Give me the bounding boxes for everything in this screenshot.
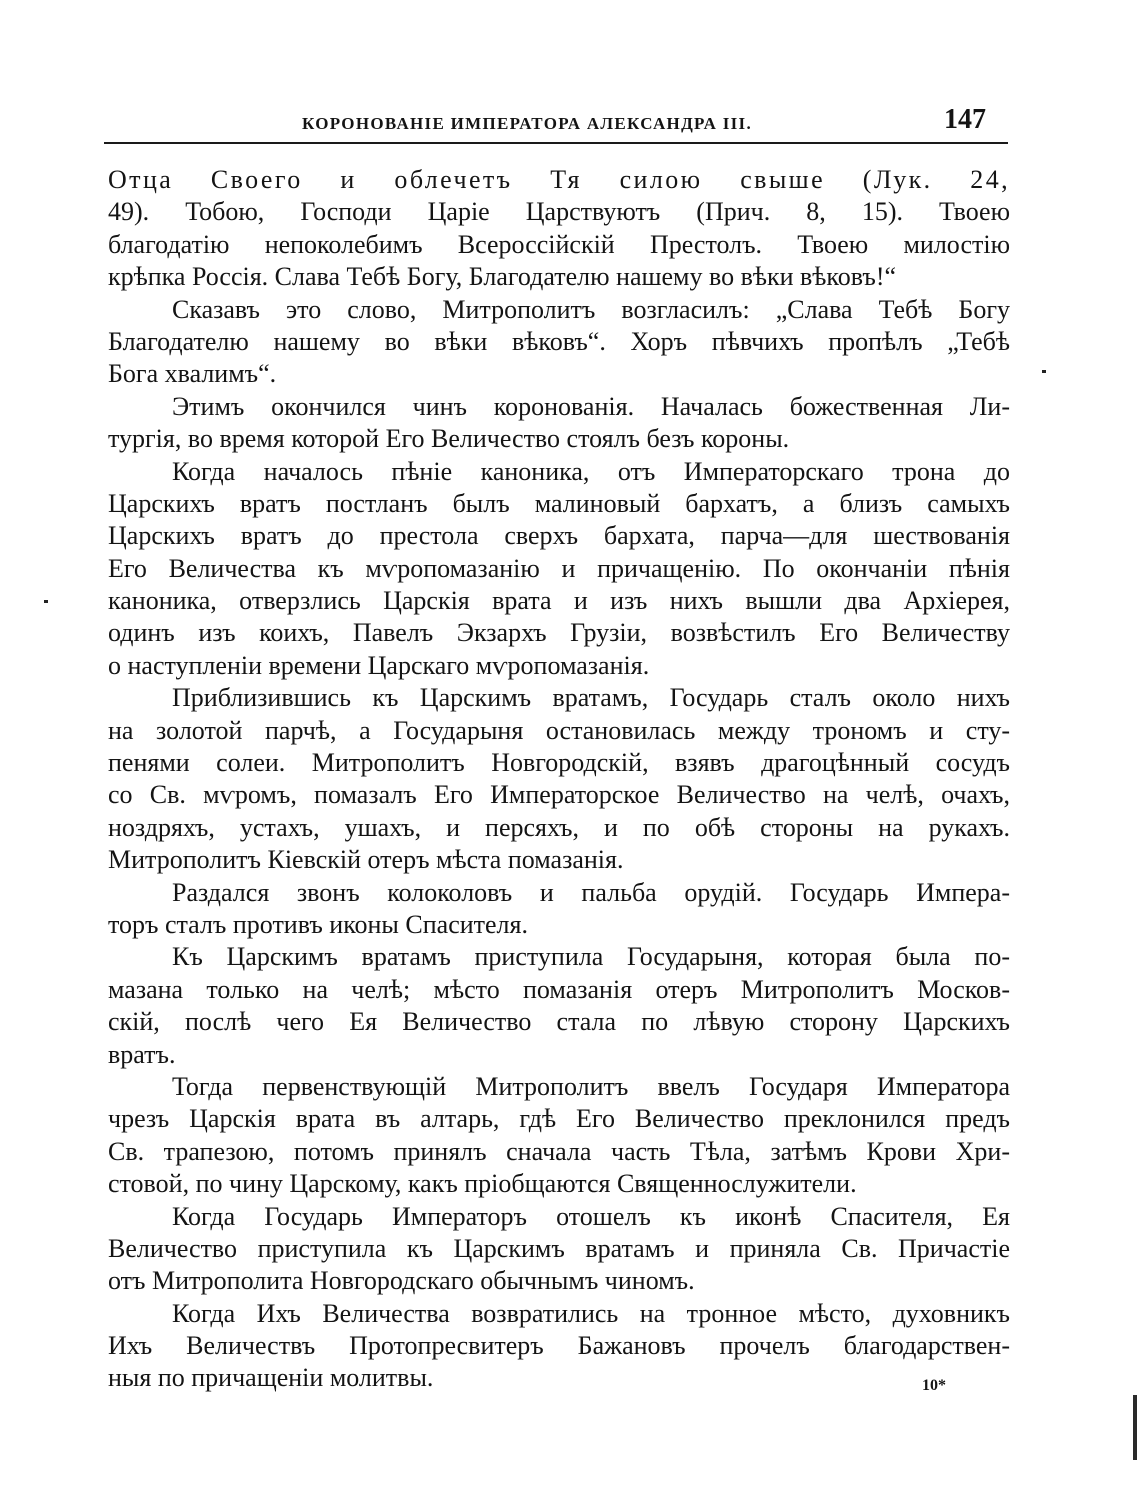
text-line: благодатію непоколебимъ Всероссійскій Престолъ. Твоею милостію: [108, 229, 1010, 259]
text-line: каноника, отверзлись Царскія врата и изъ нихъ вышли два Архіерея,: [108, 586, 1010, 616]
text-line: скій, послѣ чего Ея Величество стала по лѣвую сторону Царскихъ: [108, 1007, 1010, 1037]
text-line: Раздался звонъ колоколовъ и пальба орудій. Государь Импера-: [172, 877, 1010, 907]
text-line: о наступленіи времени Царскаго мѵропомазанія.: [108, 650, 650, 680]
page-number: 147: [944, 104, 986, 135]
text-line: стовой, по чину Царскому, какъ пріобщаются Священнослужители.: [108, 1169, 857, 1199]
text-line: Сказавъ это слово, Митрополитъ возгласилъ: „Слава Тебѣ Богу: [172, 294, 1010, 324]
running-title: КОРОНОВАНІЕ ИМПЕРАТОРА АЛЕКСАНДРА III.: [302, 114, 752, 133]
text-line: на золотой парчѣ, а Государыня остановилась между трономъ и сту-: [108, 715, 1010, 745]
text-line: Когда Государь Императоръ отошелъ къ иконѣ Спасителя, Ея: [172, 1201, 1010, 1231]
text-line: Царскихъ вратъ постланъ былъ малиновый бархатъ, а близъ самыхъ: [108, 488, 1010, 518]
text-line: тургія, во время которой Его Величество стоялъ безъ короны.: [108, 424, 790, 454]
text-line: Къ Царскимъ вратамъ приступила Государыня, которая была по-: [172, 942, 1010, 972]
signature-mark: 10*: [922, 1377, 946, 1394]
scan-edge-line: [1133, 1395, 1137, 1460]
text-line: мазана только на челѣ; мѣсто помазанія отеръ Митрополитъ Москов-: [108, 974, 1010, 1004]
text-line: ныя по причащеніи молитвы.: [108, 1363, 434, 1393]
text-line: Когда Ихъ Величества возвратились на тронное мѣсто, духовникъ: [172, 1298, 1010, 1328]
text-line: ноздряхъ, устахъ, ушахъ, и персяхъ, и по обѣ стороны на рукахъ.: [108, 812, 1010, 842]
text-line: Св. трапезою, потомъ принялъ сначала часть Тѣла, затѣмъ Крови Хри-: [108, 1136, 1010, 1166]
text-line: Его Величества къ мѵропомазанію и причащенію. По окончаніи пѣнія: [108, 553, 1010, 583]
text-line: Тогда первенствующій Митрополитъ ввелъ Государя Императора: [172, 1071, 1010, 1101]
text-line: Величество приступила къ Царскимъ вратамъ и приняла Св. Причастіе: [108, 1233, 1010, 1263]
body-text: [108, 164, 1010, 1395]
text-line: Митрополитъ Кіевскій отеръ мѣста помазанія.: [108, 845, 624, 875]
text-line: Отца Своего и облечетъ Тя силою свыше (Лук. 24,: [108, 165, 1010, 194]
text-line: Этимъ окончился чинъ коронованія. Началась божественная Ли-: [172, 391, 1010, 421]
text-line: Бога хвалимъ“.: [108, 359, 277, 389]
text-line: вратъ.: [108, 1039, 176, 1069]
text-line: одинъ изъ коихъ, Павелъ Экзархъ Грузіи, возвѣстилъ Его Величеству: [108, 618, 1010, 648]
text-line: Ихъ Величествъ Протопресвитеръ Бажановъ прочелъ благодарствен-: [108, 1331, 1010, 1361]
text-line: отъ Митрополита Новгородскаго обычнымъ чиномъ.: [108, 1266, 695, 1296]
text-line: крѣпка Россія. Слава Тебѣ Богу, Благодателю нашему во вѣки вѣковъ!“: [108, 262, 897, 292]
margin-speck: [44, 600, 48, 603]
text-line: торъ сталъ противъ иконы Спасителя.: [108, 909, 528, 939]
text-line: Приблизившись къ Царскимъ вратамъ, Государь сталъ около нихъ: [172, 683, 1010, 713]
text-line: чрезъ Царскія врата въ алтарь, гдѣ Его Величество преклонился предъ: [108, 1104, 1010, 1134]
margin-speck: [1042, 370, 1046, 373]
running-head: [104, 104, 1008, 144]
text-line: пенями солеи. Митрополитъ Новгородскій, взявъ драгоцѣнный сосудъ: [108, 748, 1010, 778]
text-line: со Св. мѵромъ, помазалъ Его Императорское Величество на челѣ, очахъ,: [108, 780, 1010, 810]
text-line: Благодателю нашему во вѣки вѣковъ“. Хоръ пѣвчихъ пропѣлъ „Тебѣ: [108, 326, 1010, 356]
text-line: Когда началось пѣніе каноника, отъ Императорскаго трона до: [172, 456, 1010, 486]
text-line: Царскихъ вратъ до престола сверхъ бархата, парча—для шествованія: [108, 521, 1010, 551]
text-line: 49). Тобою, Господи Царіе Царствуютъ (Прич. 8, 15). Твоею: [108, 197, 1010, 227]
